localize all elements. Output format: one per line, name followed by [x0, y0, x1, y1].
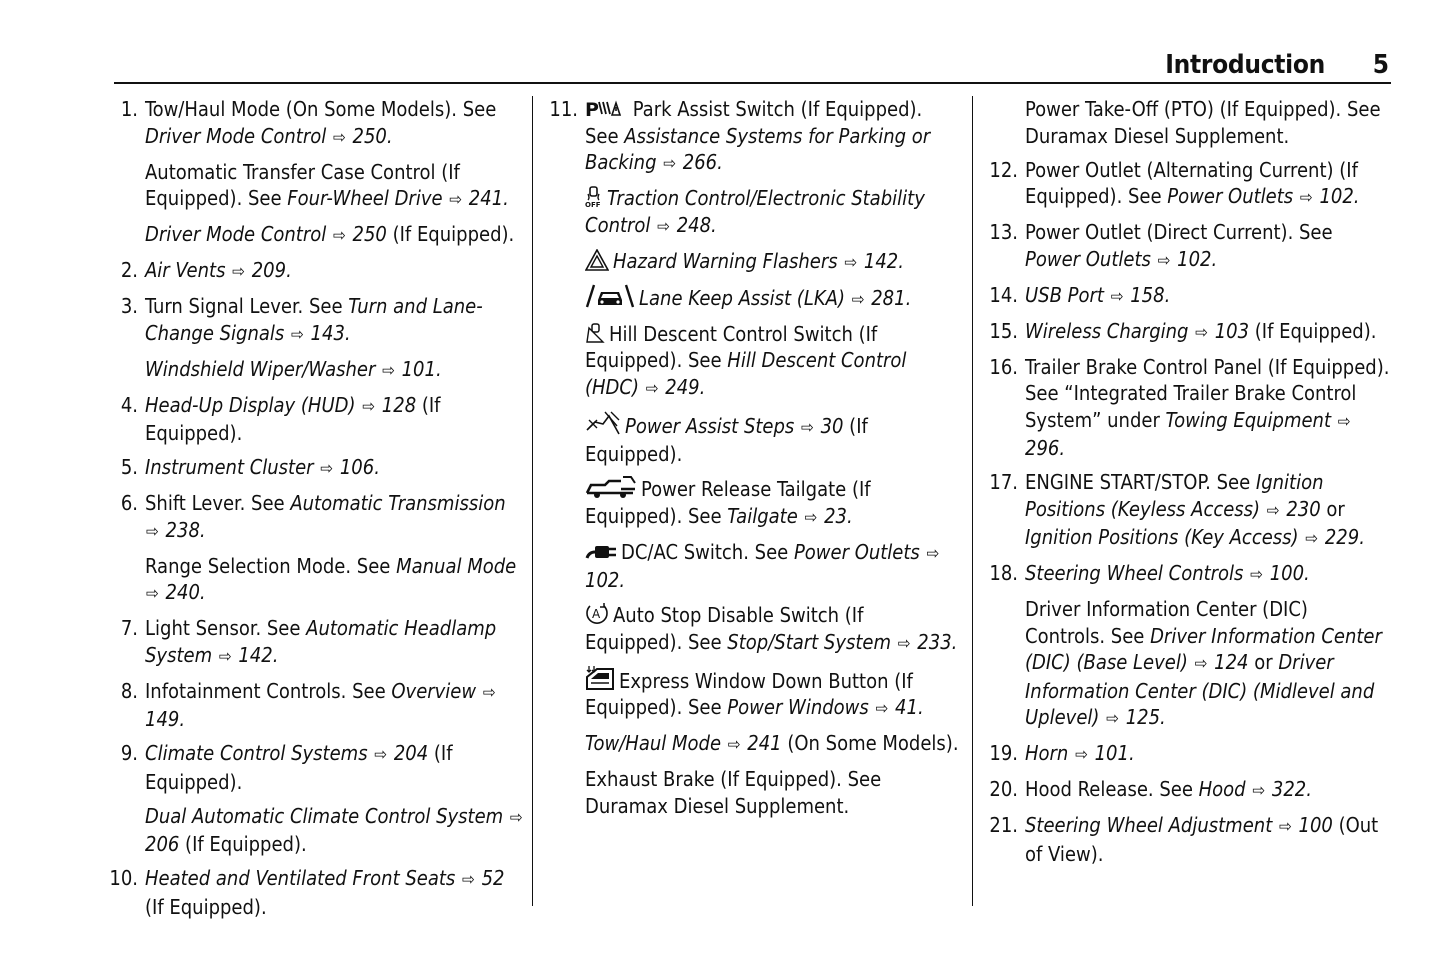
page-ref-arrow: ⇨: [657, 216, 670, 237]
page-ref-arrow: ⇨: [1305, 529, 1319, 549]
item-number: 12.: [989, 157, 1018, 182]
page-ref-arrow: ⇨: [1250, 565, 1263, 585]
item-number: 11.: [549, 97, 578, 121]
list-item-17: [986, 469, 1391, 553]
power-tailgate-icon: [585, 475, 637, 499]
page-ref-arrow: ⇨: [362, 396, 376, 417]
item-text: Instrument Cluster ⇨ 106.: [145, 454, 526, 483]
item-number: 1.: [120, 97, 138, 121]
page-ref-arrow: ⇨: [1075, 745, 1088, 765]
page-ref-arrow: ⇨: [1106, 709, 1119, 729]
item-text: USB Port ⇨ 158.: [1025, 282, 1391, 311]
page-ref-arrow: ⇨: [1299, 188, 1313, 208]
column-1: [106, 96, 526, 928]
hill-descent-icon: [585, 322, 605, 344]
item-number: 5.: [120, 455, 138, 479]
list-item-1: [106, 96, 526, 250]
item-number: 19.: [989, 741, 1018, 765]
item-text: Light Sensor. See Automatic Headlamp System ⇨ 142.: [145, 615, 526, 670]
page-ref-arrow: ⇨: [1195, 322, 1208, 343]
item-number: 7.: [120, 616, 138, 640]
item-text: DC/AC Switch. See Power Outlets ⇨ 102.: [585, 539, 940, 592]
item-text: Heated and Ventilated Front Seats ⇨ 52 (If Equipped).: [145, 866, 505, 919]
item-text: Hill Descent Control Switch (If Equipped). See Hill Descent Control (HDC) ⇨ 249.: [585, 321, 961, 403]
page-ref-arrow: ⇨: [875, 699, 889, 719]
page-ref-arrow: ⇨: [645, 378, 659, 399]
traction-control-off-icon: [585, 186, 603, 208]
item-number: 4.: [120, 392, 138, 417]
list-item-21: [986, 812, 1391, 867]
page-ref-arrow: ⇨: [374, 745, 388, 765]
item-text: A Auto Stop Disable Switch (If Equipped). See Stop/Start System ⇨ 233.: [585, 601, 961, 657]
item-text: Infotainment Controls. See Overview ⇨ 149.: [145, 678, 496, 731]
item-text: Power Take-Off (PTO) (If Equipped). See Duramax Diesel Supplement.: [1025, 97, 1381, 148]
item-number: 9.: [120, 741, 138, 765]
page-ref-arrow: ⇨: [232, 262, 245, 282]
item-text: Climate Control Systems ⇨ 204 (If Equipped).: [145, 741, 453, 794]
page-ref-arrow: ⇨: [1337, 411, 1351, 432]
page-ref-arrow: ⇨: [146, 584, 159, 604]
list-item-11: [546, 96, 961, 819]
express-window-icon: [585, 665, 615, 691]
item-text: Air Vents ⇨ 209.: [145, 257, 526, 286]
list-item-13: [986, 219, 1391, 274]
item-text: Wireless Charging ⇨ 103 (If Equipped).: [1025, 318, 1391, 347]
list-item-5: [106, 454, 526, 483]
page-ref-arrow: ⇨: [320, 459, 334, 479]
list-item-15: [986, 318, 1391, 347]
page-ref-arrow: ⇨: [509, 807, 523, 828]
page-ref-arrow: ⇨: [801, 417, 814, 438]
page-ref-arrow: ⇨: [449, 190, 463, 210]
power-assist-steps-icon: [585, 410, 621, 436]
item-text: Driver Information Center (DIC) Controls. See Driver Information Center (DIC) (Base Level) ⇨ 124 or Driver Information Center (DIC) (Midlevel and Uplevel) ⇨ 125.: [1025, 596, 1391, 733]
list-item-7: [106, 615, 526, 670]
item-number: 6.: [120, 491, 138, 515]
item-number: 18.: [989, 561, 1018, 585]
page-ref-arrow: ⇨: [146, 521, 159, 542]
item-text: Turn Signal Lever. See Turn and Lane-Change Signals ⇨ 143.: [145, 293, 526, 348]
item-text: Express Window Down Button (If Equipped). See Power Windows ⇨ 41.: [585, 665, 961, 723]
page-ref-arrow: ⇨: [851, 289, 865, 310]
item-number: 15.: [989, 318, 1018, 343]
item-number: 21.: [989, 813, 1018, 837]
item-text: Power Outlet (Direct Current). See Power Outlets ⇨ 102.: [1025, 219, 1391, 274]
auto-stop-icon: [585, 601, 609, 625]
item-text: OFF Traction Control/Electronic Stability Control ⇨ 248.: [585, 185, 961, 240]
item-text: Hood Release. See Hood ⇨ 322.: [1025, 776, 1391, 805]
page-ref-arrow: ⇨: [332, 127, 346, 148]
page-ref-arrow: ⇨: [804, 507, 818, 528]
list-item-14: [986, 282, 1391, 311]
page-ref-arrow: ⇨: [1266, 500, 1280, 521]
column-divider: [532, 96, 533, 906]
item-number: 13.: [989, 220, 1018, 244]
item-text: Power Outlet (Alternating Current) (If Equipped). See Power Outlets ⇨ 102.: [1025, 157, 1391, 212]
item-text: Hazard Warning Flashers ⇨ 142.: [585, 248, 961, 277]
item-number: 17.: [989, 470, 1018, 494]
column-2: [546, 96, 961, 827]
item-number: 10.: [109, 866, 138, 890]
page-ref-arrow: ⇨: [332, 226, 346, 246]
list-item-12: [986, 157, 1391, 212]
page-ref-arrow: ⇨: [844, 252, 858, 273]
svg-text:P: P: [585, 99, 599, 119]
page-ref-arrow: ⇨: [1278, 817, 1292, 837]
hazard-warning-icon: [585, 249, 609, 271]
page-ref-arrow: ⇨: [462, 870, 475, 890]
list-item-8: [106, 678, 526, 733]
list-item-6: [106, 490, 526, 608]
item-text: Steering Wheel Adjustment ⇨ 100 (Out of View).: [1025, 813, 1379, 866]
page-ref-arrow: ⇨: [1110, 286, 1124, 307]
page-ref-arrow: ⇨: [926, 543, 940, 564]
item-text: Lane Keep Assist (LKA) ⇨ 281.: [585, 284, 961, 314]
svg-text:A: A: [592, 607, 601, 621]
item-number: 2.: [120, 258, 138, 282]
page-ref-arrow: ⇨: [727, 735, 741, 755]
item-text: Dual Automatic Climate Control System ⇨ 206 (If Equipped).: [145, 803, 523, 856]
page-ref-arrow: ⇨: [1252, 781, 1266, 801]
page-ref-arrow: ⇨: [897, 633, 911, 654]
item-number: 8.: [120, 678, 138, 703]
item-text: ENGINE START/STOP. See Ignition Positions (Keyless Access) ⇨ 230 or Ignition Positions (Key Access) ⇨ 229.: [1025, 469, 1391, 553]
list-item-18: [986, 560, 1391, 733]
item-text: Shift Lever. See Automatic Transmission ⇨ 238.: [145, 490, 526, 545]
item-text: P Park Assist Switch (If Equipped). See Assistance Systems for Parking or Backing ⇨ 266.: [585, 96, 961, 178]
list-item-3: [106, 293, 526, 384]
list-item-19: [986, 740, 1391, 769]
page-header: [114, 50, 1391, 84]
item-text: Horn ⇨ 101.: [1025, 740, 1391, 769]
list-item-10: [106, 865, 526, 920]
item-text: Driver Mode Control ⇨ 250 (If Equipped).: [145, 221, 526, 250]
svg-text:OFF: OFF: [585, 201, 601, 208]
lane-keep-assist-icon: [585, 284, 635, 308]
list-item-4: [106, 392, 526, 447]
page-ref-arrow: ⇨: [218, 646, 232, 667]
item-number: 3.: [120, 294, 138, 318]
item-text: Steering Wheel Controls ⇨ 100.: [1025, 560, 1391, 589]
item-text: Head-Up Display (HUD) ⇨ 128 (If Equipped).: [145, 392, 441, 445]
page-ref-arrow: ⇨: [1157, 250, 1171, 271]
page-ref-arrow: ⇨: [382, 360, 395, 381]
page-ref-arrow: ⇨: [482, 682, 496, 703]
list-item-2: [106, 257, 526, 286]
item-text: Power Release Tailgate (If Equipped). See Tailgate ⇨ 23.: [585, 475, 961, 531]
item-text: Tow/Haul Mode (On Some Models). See Driver Mode Control ⇨ 250.: [145, 96, 526, 151]
item-text: Power Assist Steps ⇨ 30 (If Equipped).: [585, 410, 961, 468]
column-3: [986, 96, 1391, 875]
page-number: 5: [1372, 50, 1389, 80]
item-number: 16.: [989, 354, 1018, 379]
list-item-20: [986, 776, 1391, 805]
list-item-11-cont: [986, 96, 1391, 149]
item-number: 14.: [989, 282, 1018, 307]
page-title: Introduction: [1165, 50, 1325, 80]
park-assist-icon: [585, 99, 623, 119]
item-text: Windshield Wiper/Washer ⇨ 101.: [145, 356, 526, 385]
item-text: Automatic Transfer Case Control (If Equipped). See Four-Wheel Drive ⇨ 241.: [145, 159, 526, 214]
page-ref-arrow: ⇨: [291, 324, 304, 345]
page-ref-arrow: ⇨: [663, 154, 677, 174]
list-item-16: [986, 354, 1391, 462]
page-ref-arrow: ⇨: [1194, 654, 1208, 674]
column-divider: [972, 96, 973, 906]
list-item-9: [106, 740, 526, 858]
item-text: Trailer Brake Control Panel (If Equipped). See “Integrated Trailer Brake Control System” under Towing Equipment ⇨ 296.: [1025, 354, 1390, 460]
item-text: Range Selection Mode. See Manual Mode ⇨ 240.: [145, 553, 526, 608]
item-text: Exhaust Brake (If Equipped). See Duramax Diesel Supplement.: [585, 767, 882, 818]
item-text: Tow/Haul Mode ⇨ 241 (On Some Models).: [585, 730, 961, 759]
power-plug-icon: [585, 542, 617, 562]
item-number: 20.: [989, 777, 1018, 801]
